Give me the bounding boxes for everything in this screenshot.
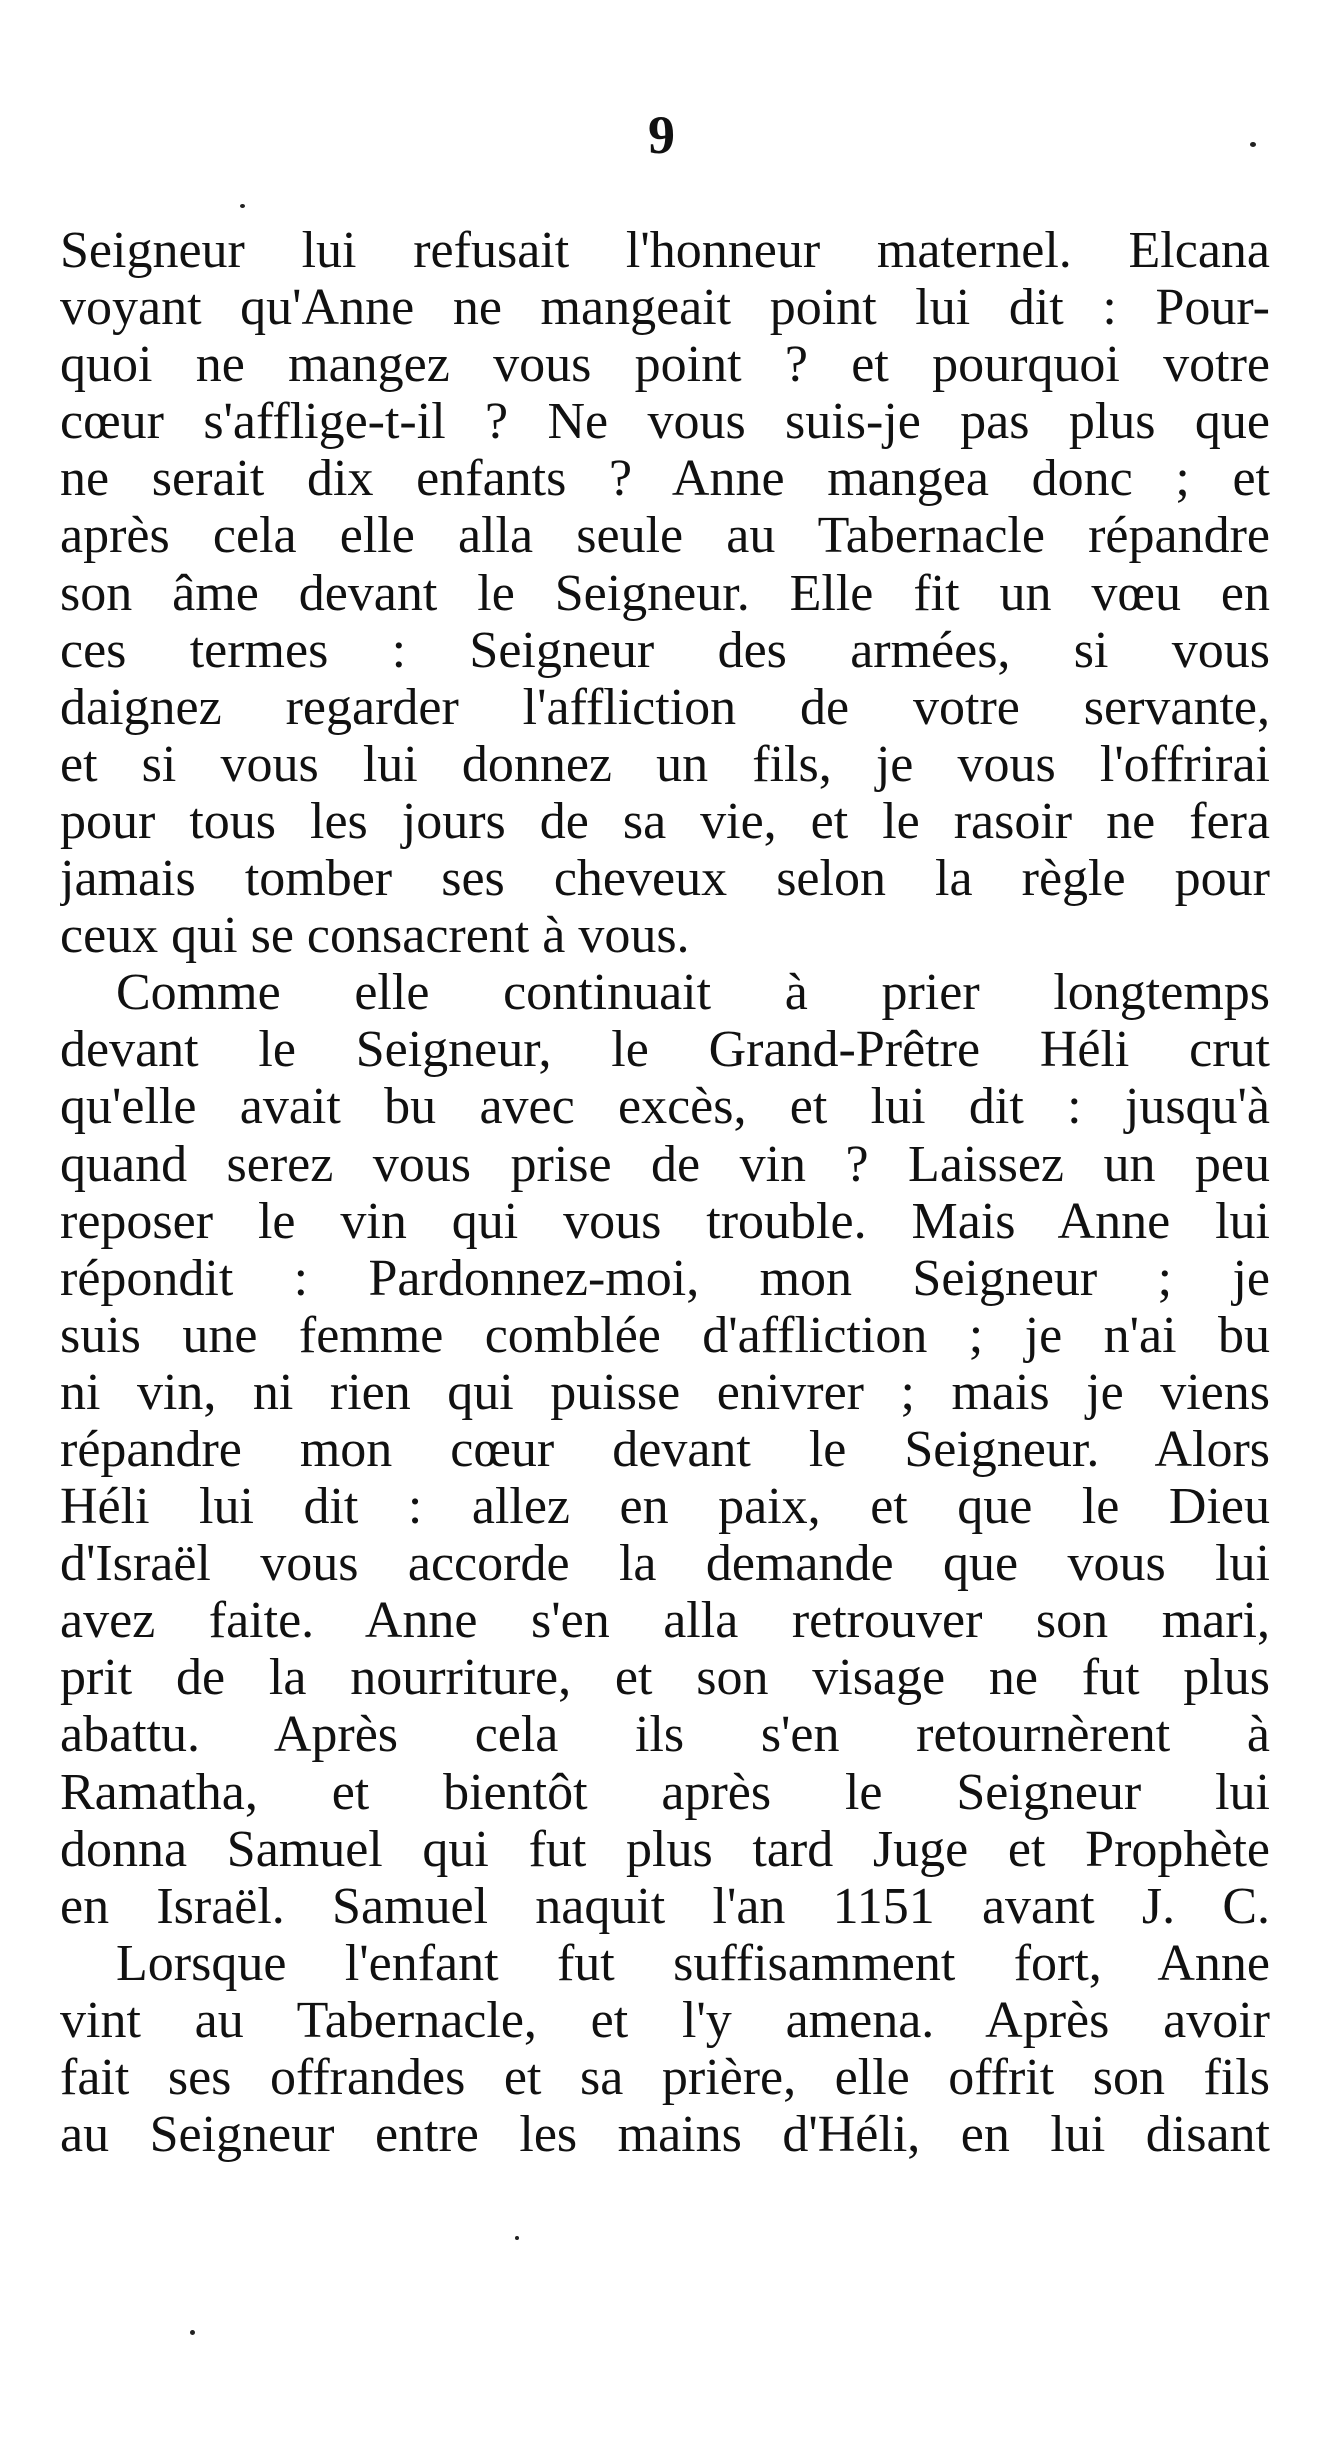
body-text [60,222,1270,2163]
page-number: 9 [648,105,675,165]
text-line: reposer le vin qui vous trouble. Mais Anne lui [60,1192,1270,1250]
text-line: quand serez vous prise de vin ? Laissez un peu [60,1135,1270,1193]
text-line: ceux qui se consacrent à vous. [60,907,690,965]
text-line: Héli lui dit : allez en paix, et que le Dieu [60,1478,1270,1536]
text-line: suis une femme comblée d'affliction ; je n'ai bu [60,1306,1270,1364]
text-line: qu'elle avait bu avec excès, et lui dit : jusqu'à [60,1078,1270,1136]
text-line: son âme devant le Seigneur. Elle fit un vœu en [60,564,1270,622]
text-line: voyant qu'Anne ne mangeait point lui dit : Pour- [60,279,1270,337]
text-line: répandre mon cœur devant le Seigneur. Alors [60,1420,1270,1478]
text-line: répondit : Pardonnez-moi, mon Seigneur ; je [60,1249,1270,1307]
text-line: devant le Seigneur, le Grand-Prêtre Héli crut [60,1021,1270,1079]
text-line: avez faite. Anne s'en alla retrouver son mari, [60,1592,1270,1650]
text-line: ne serait dix enfants ? Anne mangea donc ; et [60,450,1270,508]
text-line: donna Samuel qui fut plus tard Juge et Prophète [60,1820,1270,1878]
text-line: prit de la nourriture, et son visage ne fut plus [60,1649,1270,1707]
text-line: quoi ne mangez vous point ? et pourquoi votre [60,336,1270,394]
text-line: au Seigneur entre les mains d'Héli, en lui disant [60,2106,1270,2164]
text-line: jamais tomber ses cheveux selon la règle pour [60,850,1270,908]
text-line: Lorsque l'enfant fut suffisamment fort, Anne [116,1934,1270,1992]
print-speck [1250,142,1256,147]
text-line: fait ses offrandes et sa prière, elle offrit son fils [60,2049,1270,2106]
text-line: daignez regarder l'affliction de votre servante, [60,678,1270,736]
text-line: en Israël. Samuel naquit l'an 1151 avant J. C. [60,1877,1270,1935]
text-line: abattu. Après cela ils s'en retournèrent à [60,1706,1270,1764]
text-line: ni vin, ni rien qui puisse enivrer ; mais je viens [60,1363,1270,1421]
text-line: après cela elle alla seule au Tabernacle répandre [60,507,1270,565]
text-line: cœur s'afflige-t-il ? Ne vous suis-je pas plus que [60,393,1270,451]
text-line: pour tous les jours de sa vie, et le rasoir ne fera [60,792,1270,850]
text-line: ces termes : Seigneur des armées, si vous [60,621,1270,679]
text-line: vint au Tabernacle, et l'y amena. Après avoir [60,1991,1270,2049]
text-line: d'Israël vous accorde la demande que vous lui [60,1535,1270,1593]
text-line: Comme elle continuait à prier longtemps [116,964,1270,1022]
text-line: Ramatha, et bientôt après le Seigneur lui [60,1763,1270,1821]
print-speck [515,2236,519,2240]
print-speck [240,204,245,208]
print-speck [190,2330,195,2335]
text-line: et si vous lui donnez un fils, je vous l'offrirai [60,735,1270,793]
text-line: Seigneur lui refusait l'honneur maternel. Elcana [60,222,1270,279]
